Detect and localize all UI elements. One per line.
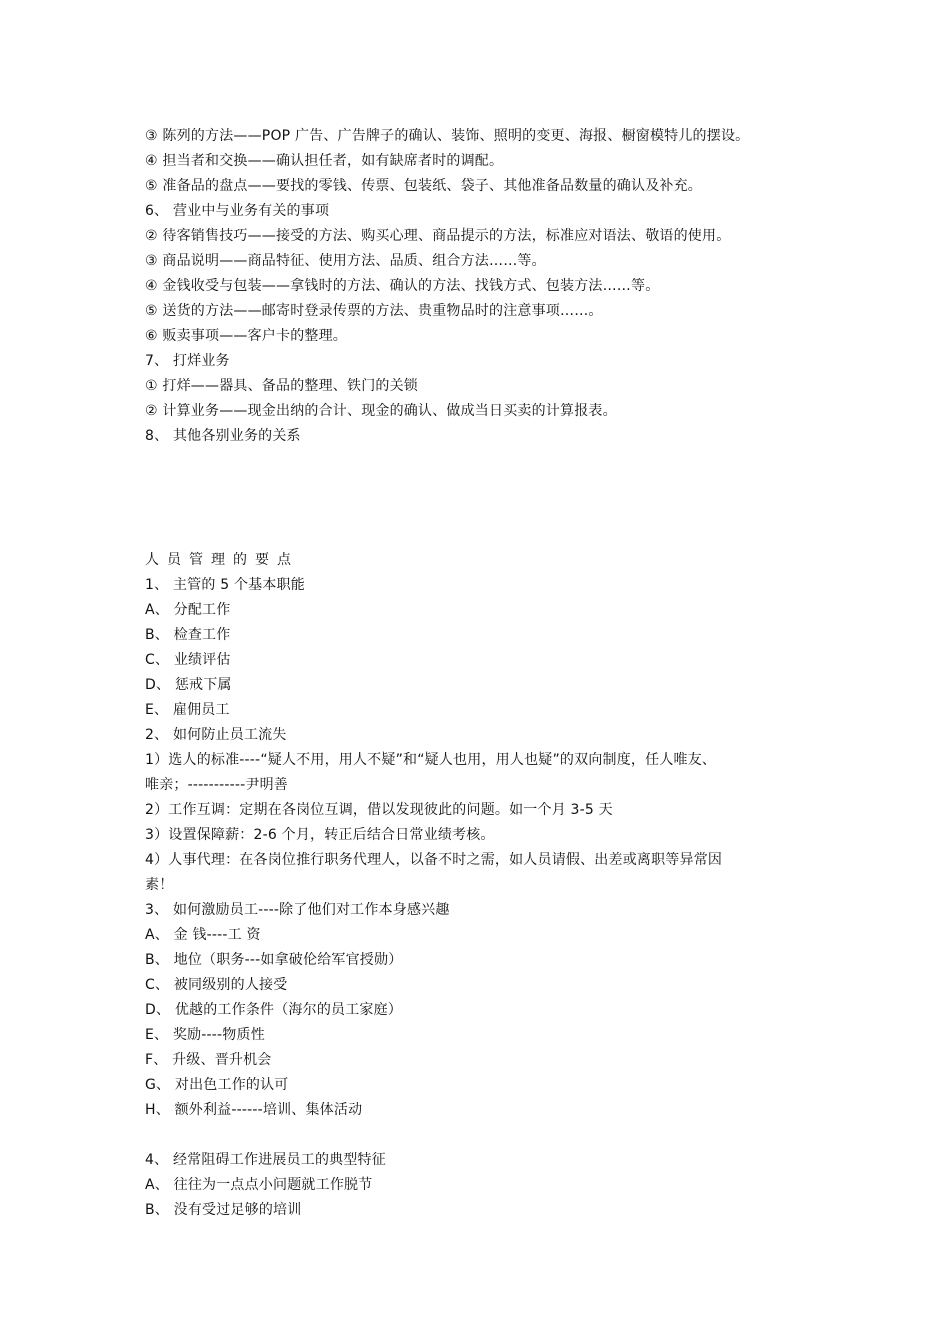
text-line: 1、 主管的 5 个基本职能 [145,577,305,593]
text-line: 3、 如何激励员工----除了他们对工作本身感兴趣 [145,902,450,918]
text-line: D、 惩戒下属 [145,677,232,693]
text-line: E、 奖励----物质性 [145,1027,265,1043]
text-line: 8、 其他各别业务的关系 [145,428,301,444]
text-line: 唯亲；-----------尹明善 [145,777,288,793]
text-line: ③ 陈列的方法——POP 广告、广告牌子的确认、装饰、照明的变更、海报、橱窗模特儿的摆设。 [145,128,750,144]
text-line: ⑥ 贩卖事项——客户卡的整理。 [145,328,348,344]
text-line: H、 额外利益------培训、集体活动 [145,1102,363,1118]
text-line: G、 对出色工作的认可 [145,1077,289,1093]
text-line: E、 雇佣员工 [145,702,230,718]
text-line: ① 打烊——器具、备品的整理、铁门的关锁 [145,378,418,394]
text-line: ② 待客销售技巧——接受的方法、购买心理、商品提示的方法，标准应对语法、敬语的使用。 [145,228,731,244]
text-line: ④ 担当者和交换——确认担任者，如有缺席者时的调配。 [145,153,504,169]
text-line: A、 金 钱----工 资 [145,927,261,943]
personnel-management-section [145,548,845,1223]
section-title: 人员管理的要点 [145,552,299,568]
text-line: ⑤ 送货的方法——邮寄时登录传票的方法、贵重物品时的注意事项……。 [145,303,603,319]
text-line: 3）设置保障薪：2-6 个月，转正后结合日常业绩考核。 [145,827,495,843]
text-line: F、 升级、晋升机会 [145,1052,272,1068]
text-line: A、 分配工作 [145,602,231,618]
text-line: B、 检查工作 [145,627,231,643]
text-line: C、 业绩评估 [145,652,231,668]
text-line: A、 往往为一点点小问题就工作脱节 [145,1177,373,1193]
text-line: 4）人事代理：在各岗位推行职务代理人，以备不时之需，如人员请假、出差或离职等异常因 [145,852,723,868]
text-line: 2、 如何防止员工流失 [145,727,287,743]
text-line: 7、 打烊业务 [145,353,230,369]
paragraph-gap [145,1123,845,1148]
text-line: 6、 营业中与业务有关的事项 [145,203,330,219]
text-line: 4、 经常阻碍工作进展员工的典型特征 [145,1152,386,1168]
text-line: B、 没有受过足够的培训 [145,1202,302,1218]
text-line: 素！ [145,877,174,893]
store-operations-section [145,124,845,449]
text-line: C、 被同级别的人接受 [145,977,288,993]
text-line: ③ 商品说明——商品特征、使用方法、品质、组合方法……等。 [145,253,546,269]
text-line: D、 优越的工作条件（海尔的员工家庭） [145,1002,403,1018]
text-line: ② 计算业务——现金出纳的合计、现金的确认、做成当日买卖的计算报表。 [145,403,617,419]
text-line: B、 地位（职务---如拿破伦给军官授勋） [145,952,403,968]
text-line: 1）选人的标准----“疑人不用，用人不疑”和“疑人也用，用人也疑”的双向制度，任人唯友、 [145,752,717,768]
text-line: ④ 金钱收受与包装——拿钱时的方法、确认的方法、找钱方式、包装方法……等。 [145,278,660,294]
text-line: ⑤ 准备品的盘点——要找的零钱、传票、包装纸、袋子、其他准备品数量的确认及补充。 [145,178,702,194]
text-line: 2）工作互调：定期在各岗位互调，借以发现彼此的问题。如一个月 3-5 天 [145,802,613,818]
